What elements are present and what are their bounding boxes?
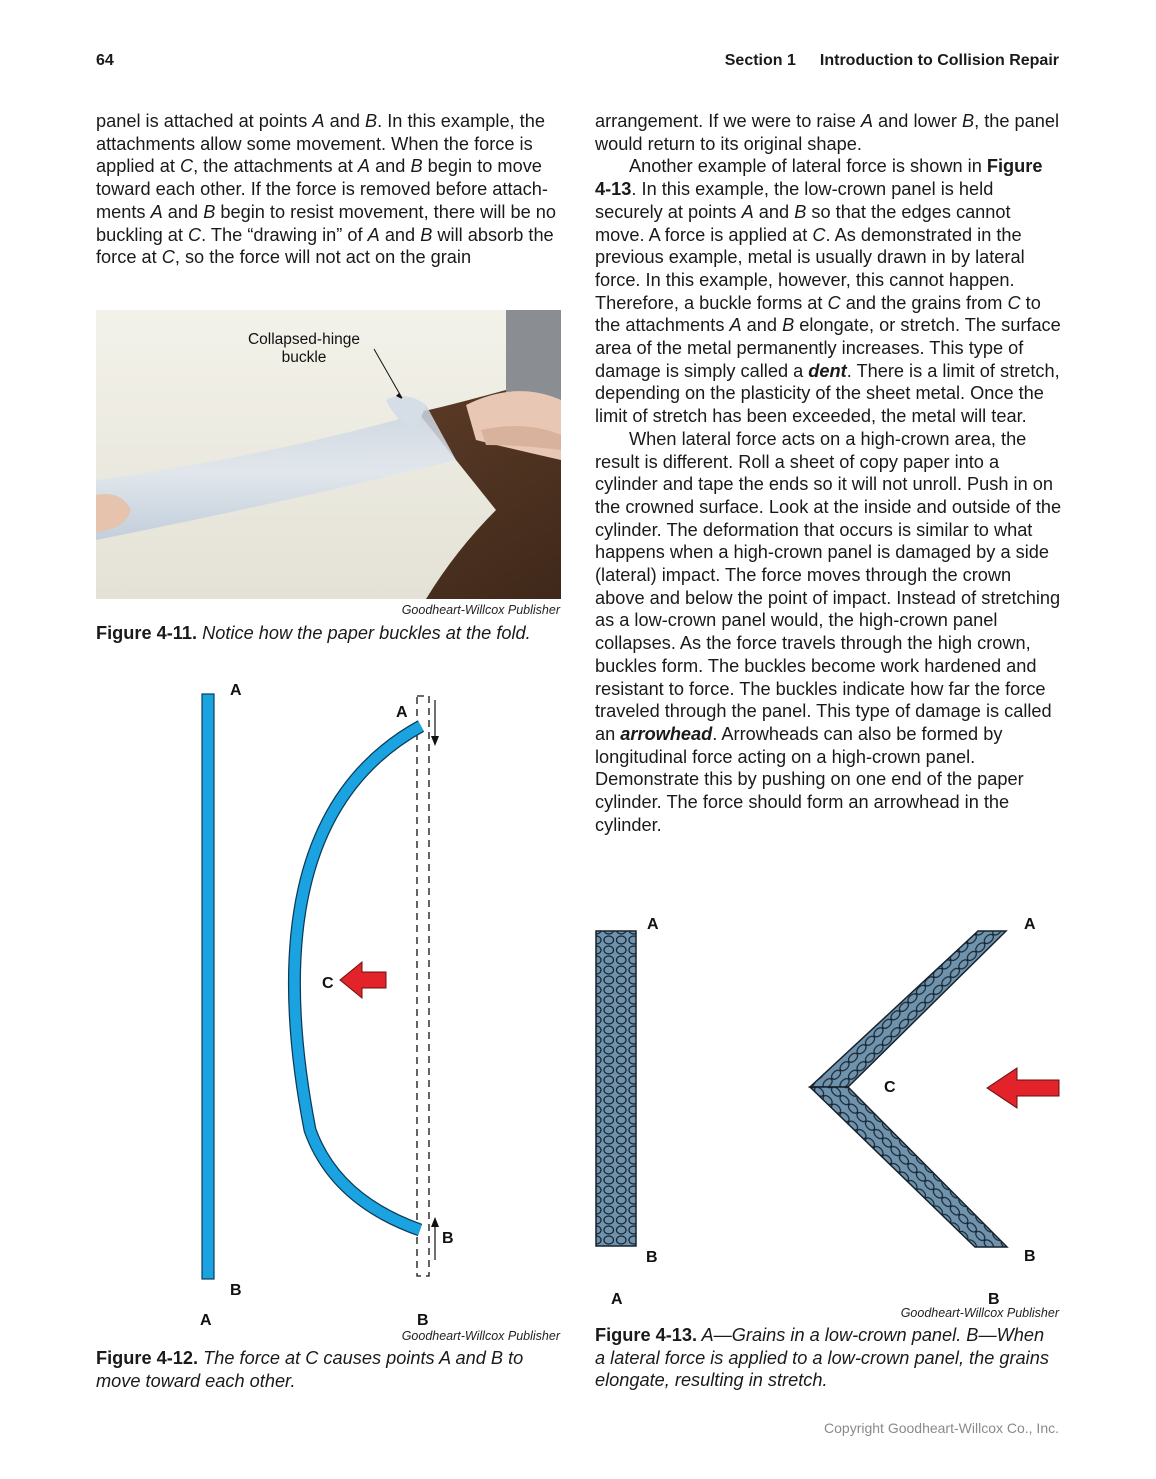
caption-text: Notice how the paper buckles at the fold. [197,623,531,643]
caption-text: The force at C causes points A and B to move toward each other. [96,1348,524,1391]
left-column-text [96,110,564,269]
movement-arrow-down [431,700,439,746]
paragraph: arrangement. If we were to raise A and lower B, the panel would return to its original shape. [595,111,1060,154]
figure-4-11-photo [96,310,561,599]
caption-label: Figure 4-11. [96,623,198,643]
stretched-panel-lower-grains [810,1087,1007,1247]
stretched-panel-upper-grains [810,931,1006,1087]
caption-label: Figure 4-13. [595,1325,698,1345]
label-a: A [396,704,408,721]
figure-4-12-caption [96,1347,566,1392]
force-arrow-icon [987,1068,1059,1108]
original-position-outline [417,696,429,1276]
paragraph: When lateral force acts on a high-crown area, the result is different. Roll a sheet of copy paper into a cylinder and tape the ends so it will not unroll. Push in on the crowned surface. Look at the inside and outside of the cylinder. The deformation that occurs is similar to what happens when a high-crown panel is damaged by a side (lateral) impact. The force moves through the crown above and below the point of impact. Instead of stretching as a low-crown panel would, the high-crown panel collapses. As the force travels through the high crown, buckles form. The buckles become work hardened and resistant to force. The buckles indicate how far the force traveled through the panel. This type of damage is called an arrowhead. Arrowheads can also be formed by longitudinal force acting on a high-crown panel. Demonstrate this by pushing on one end of the paper cylinder. The force should form an arrowhead in the cylinder. [595,428,1062,835]
label-c: C [322,975,334,992]
figure-4-13-diagram [590,905,1065,1310]
label-a: A [647,916,659,933]
caption-label: Figure 4-12. [96,1348,199,1368]
label-b: B [646,1249,658,1266]
figure-4-12-credit: Goodheart-Willcox Publisher [401,1329,560,1343]
low-crown-panel-grains [596,931,636,1246]
copyright-notice: Copyright Goodheart-Willcox Co., Inc. [824,1420,1059,1436]
label-b: B [1024,1248,1036,1265]
caption-text: A—Grains in a low-crown panel. B—When a lateral force is applied to a low-crown panel, the grains elongate, resulting in stretch. [595,1325,1049,1391]
running-head [725,52,1059,70]
label-c: C [884,1079,896,1096]
paragraph: Another example of lateral force is shown in Figure 4-13. In this example, the low-crown panel is held securely at points A and B so that the edges cannot move. A force is applied at C. As demonstrated in the previous example, metal is usually drawn in by lateral force. In this example, however, this cannot happen. Therefore, a buckle forms at C and the grains from C to the attachments A and B elongate, or stretch. The surface area of the metal permanently increases. This type of damage is simply called a dent. There is a limit of stretch, depending on the plasticity of the sheet metal. Once the limit of stretch has been exceeded, the metal will tear. [595,156,1061,427]
movement-arrow-up [431,1217,439,1260]
label-b: B [230,1282,242,1299]
label-b: B [442,1230,454,1247]
panel-label-a: A [611,1291,623,1308]
figure-4-13-caption [595,1324,1055,1392]
label-a: A [230,682,242,699]
panel-label-a: A [200,1312,212,1329]
right-column-text [595,110,1063,837]
figure-4-11-caption [96,622,566,645]
paragraph: panel is attached at points A and B. In this example, the attachments allow some movement. When the force is applied at C, the attachments at A and B begin to move toward each other. If the force is removed before attachments A and B begin to resist movement, there will be no buckling at C. The “drawing in” of A and B will absorb the force at C, so the force will not act on the grain [96,111,557,268]
figure-4-13-credit: Goodheart-Willcox Publisher [900,1306,1059,1320]
force-arrow-icon [340,962,386,998]
panel-label-b: B [417,1312,429,1329]
section-label: Section 1 [724,52,796,69]
panel-label-b: B [988,1291,1000,1308]
chapter-title: Introduction to Collision Repair [819,52,1059,69]
callout-label: Collapsed-hinge buckle [247,331,361,366]
figure-4-11-credit: Goodheart-Willcox Publisher [401,603,560,617]
figure-4-12-diagram [180,670,480,1330]
straight-panel [202,694,214,1279]
page-number: 64 [96,52,114,69]
label-a: A [1024,916,1036,933]
